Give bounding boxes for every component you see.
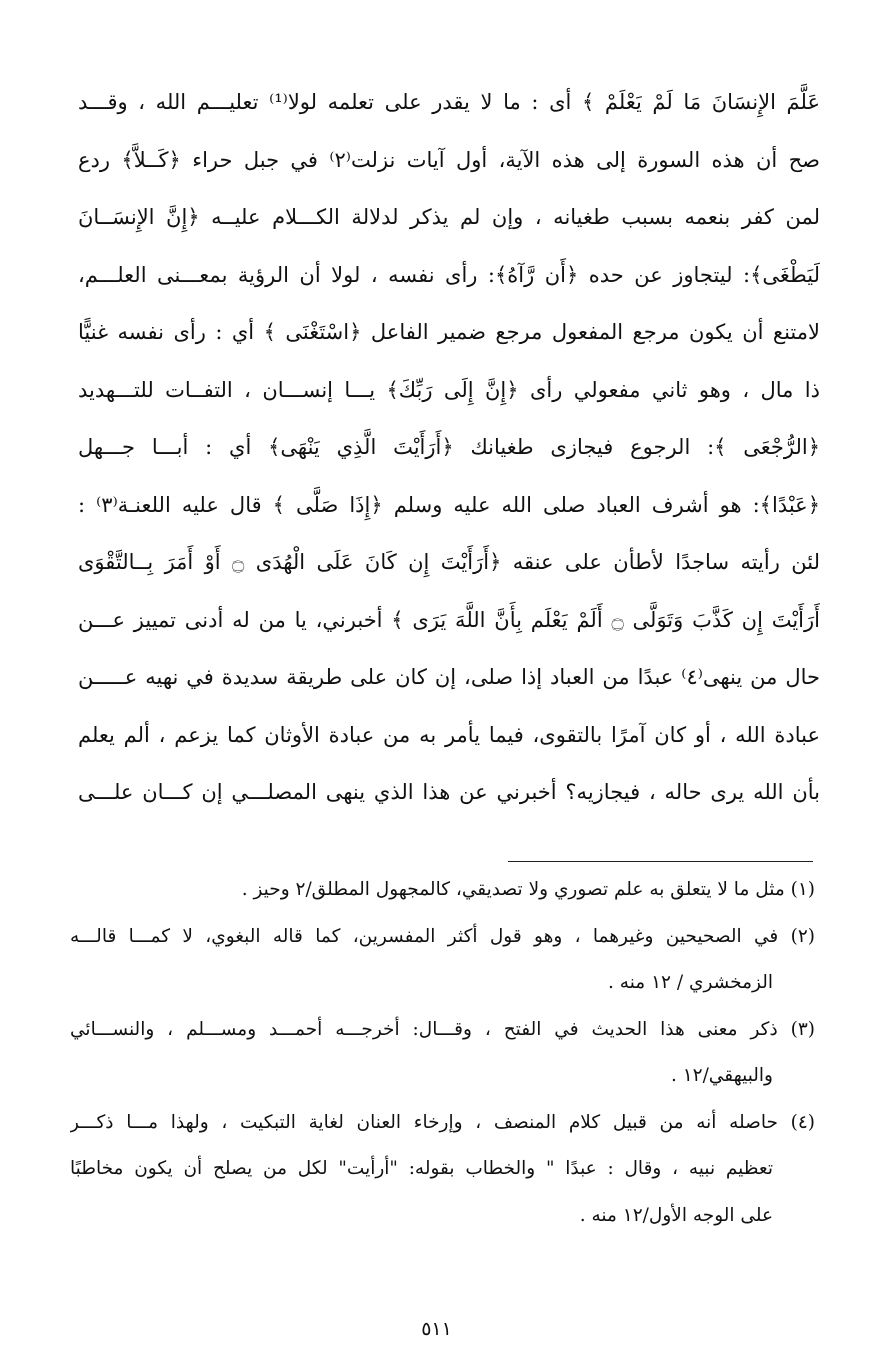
main-text: [78, 82, 820, 830]
text-line: لئن رأيته ساجدًا لأطأن على عنقه ﴿أَرَأَيْتَ إِن كَانَ عَلَى الْهُدَى ۝ أَوْ أَمَرَ بِــالتَّقْوَى: [78, 550, 820, 574]
footnote-divider: [508, 861, 813, 862]
footnote-2-continuation: الزمخشري / ١٢ منه .: [608, 972, 773, 993]
text-line: عَلَّمَ الإِنسَانَ مَا لَمْ يَعْلَمْ ﴾ أى : ما لا يقدر على تعلمه لولا⁽¹⁾ تعليـــم الله ، وقـــد: [78, 90, 820, 114]
text-line: صح أن هذه السورة إلى هذه الآية، أول آيات نزلت⁽٢⁾ في جبل حراء ﴿كَــلاَّ﴾ ردع: [78, 147, 820, 172]
text-line: لَيَطْغَى﴾: ليتجاوز عن حده ﴿أَن رَّآهُ﴾: رأى نفسه ، لولا أن الرؤية بمعـــنى العلـــم،: [78, 262, 820, 287]
footnote-4: (٤) حاصله أنه من قبيل كلام المنصف ، وإرخاء العنان لغاية التبكيت ، ولهذا مـــا ذكـــر: [70, 1111, 815, 1133]
page-number: ٥١١: [421, 1318, 452, 1340]
footnote-4-continuation: على الوجه الأول/١٢ منه .: [579, 1204, 773, 1226]
footnote-1: (١) مثل ما لا يتعلق به علم تصوري ولا تصديقي، كالمجهول المطلق/٢ وحيز .: [241, 879, 815, 900]
footnote-4-continuation: تعظيم نبيه ، وقال : عبدًا " والخطاب بقوله: "أرأيت" لكل من يصلح أن يكون مخاطبًا: [70, 1158, 773, 1179]
text-line: ﴿الرُّجْعَى ﴾: الرجوع فيجازى طغيانك ﴿أَرَأَيْتَ الَّذِي يَنْهَى﴾ أي : أبـــا جـــهل: [78, 435, 820, 459]
text-line: ﴿عَبْدًا﴾: هو أشرف العباد صلى الله عليه وسلم ﴿إِذَا صَلَّى ﴾ قال عليه اللعنـة⁽٣⁾ :: [78, 492, 820, 517]
text-line: لامتنع أن يكون مرجع المفعول مرجع ضمير الفاعل ﴿اسْتَغْنَى ﴾ أي : رأى نفسه غنيًّا: [78, 320, 820, 344]
footnote-3: (٣) ذكر معنى هذا الحديث في الفتح ، وقـــال: أخرجـــه أحمـــد ومســـلم ، والنســـائي: [70, 1018, 815, 1040]
text-line: عبادة الله ، أو كان آمرًا بالتقوى، فيما يأمر به من عبادة الأوثان كما يزعم ، ألم يعلم: [78, 722, 820, 747]
footnotes: [70, 870, 815, 1242]
text-line: ذا مال ، وهو ثاني مفعولي رأى ﴿إِنَّ إِلَى رَبِّكَ﴾ يـــا إنســـان ، التفــات للتـــهديد: [78, 377, 820, 402]
text-line: حال من ينهى⁽٤⁾ عبدًا من العباد إذا صلى، إن كان على طريقة سديدة في نهيه عـــــن: [78, 665, 820, 689]
text-line: أَرَأَيْتَ إِن كَذَّبَ وَتَوَلَّى ۝ أَلَمْ يَعْلَم بِأَنَّ اللَّهَ يَرَى ﴾ أخبرني، يا من له أدنى تمييز عـــن: [78, 607, 820, 632]
footnote-2: (٢) في الصحيحين وغيرهما ، وهو قول أكثر المفسرين، كما قاله البغوي، لا كمـــا قالـــه: [70, 925, 815, 947]
text-line: لمن كفر بنعمه بسبب طغيانه ، وإن لم يذكر لدلالة الكـــلام عليــه ﴿إِنَّ الإِنسَــانَ: [78, 205, 820, 229]
footnote-3-continuation: والبيهقي/١٢ .: [670, 1065, 773, 1086]
text-line: بأن الله يرى حاله ، فيجازيه؟ أخبرني عن هذا الذي ينهى المصلـــي إن كـــان علـــى: [78, 780, 820, 804]
